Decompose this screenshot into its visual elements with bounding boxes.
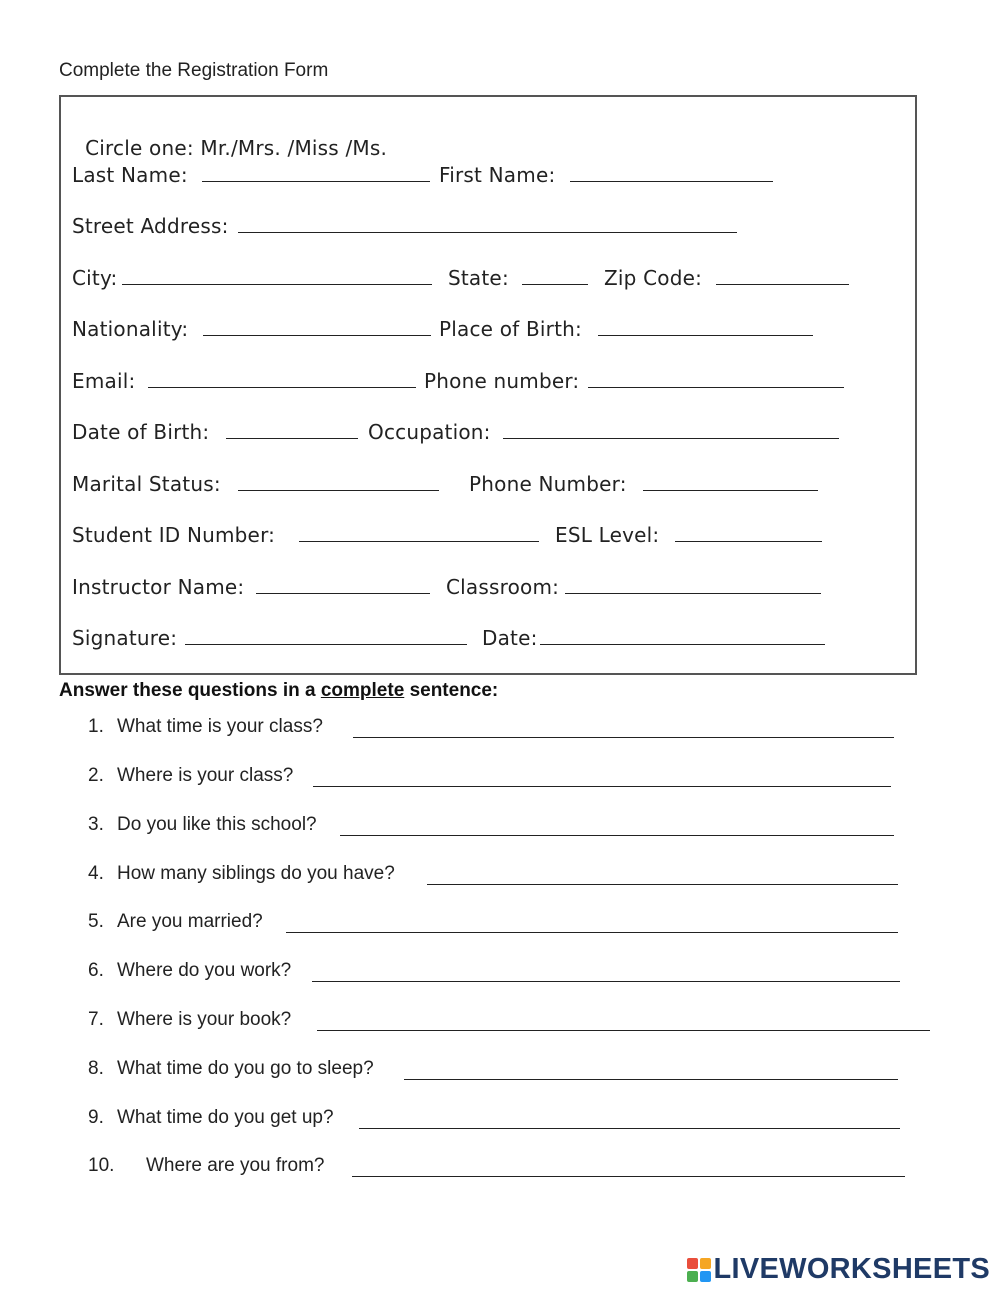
question-text: Where are you from?: [146, 1155, 325, 1176]
logo-mark-icon: [687, 1258, 711, 1282]
answer-field[interactable]: [340, 817, 894, 836]
question-number: 1.: [88, 716, 104, 737]
street-address-field[interactable]: [238, 214, 737, 233]
zip-code-label: Zip Code:: [604, 266, 703, 290]
form-row-city: [72, 266, 892, 292]
date-of-birth-label: Date of Birth:: [72, 420, 210, 444]
answer-field[interactable]: [353, 719, 894, 738]
question-number: 6.: [88, 960, 104, 981]
date-of-birth-field[interactable]: [226, 420, 358, 439]
street-address-label: Street Address:: [72, 214, 229, 238]
form-row-salutation: [72, 112, 387, 160]
answer-field[interactable]: [427, 866, 898, 885]
form-row-address: [72, 214, 892, 240]
question-text: What time do you go to sleep?: [117, 1058, 374, 1079]
occupation-field[interactable]: [503, 420, 839, 439]
place-of-birth-field[interactable]: [598, 317, 813, 336]
question-number: 7.: [88, 1009, 104, 1030]
marital-status-field[interactable]: [238, 472, 439, 491]
phone-number-label: Phone number:: [424, 369, 580, 393]
answer-field[interactable]: [312, 963, 900, 982]
last-name-field[interactable]: [202, 163, 430, 182]
occupation-label: Occupation:: [368, 420, 491, 444]
form-row-student-id: [72, 523, 892, 549]
answer-field[interactable]: [286, 914, 898, 933]
esl-level-field[interactable]: [675, 523, 822, 542]
question-number: 5.: [88, 911, 104, 932]
form-row-signature: [72, 626, 892, 652]
answer-field[interactable]: [359, 1110, 900, 1129]
answer-field[interactable]: [313, 768, 891, 787]
signature-label: Signature:: [72, 626, 178, 650]
first-name-label: First Name:: [439, 163, 556, 187]
question-number: 3.: [88, 814, 104, 835]
classroom-label: Classroom:: [446, 575, 560, 599]
question-text: How many siblings do you have?: [117, 863, 395, 884]
first-name-field[interactable]: [570, 163, 773, 182]
liveworksheets-logo: [687, 1253, 991, 1286]
state-field[interactable]: [522, 266, 588, 285]
date-label: Date:: [482, 626, 538, 650]
logo-text: LIVEWORKSHEETS: [713, 1253, 990, 1285]
date-field[interactable]: [540, 626, 825, 645]
instructor-name-field[interactable]: [256, 575, 430, 594]
question-number: 10.: [88, 1155, 115, 1176]
esl-level-label: ESL Level:: [555, 523, 660, 547]
form-row-instructor: [72, 575, 892, 601]
form-row-dob: [72, 420, 892, 446]
question-text: Are you married?: [117, 911, 263, 932]
logo-square-red: [687, 1258, 698, 1269]
question-text: Do you like this school?: [117, 814, 317, 835]
question-text: Where do you work?: [117, 960, 292, 981]
student-id-field[interactable]: [299, 523, 539, 542]
place-of-birth-label: Place of Birth:: [439, 317, 582, 341]
question-number: 2.: [88, 765, 104, 786]
form-row-nationality: [72, 317, 892, 343]
instructions-prefix: Answer these questions in a: [59, 680, 316, 701]
instructions-underlined: complete: [320, 680, 405, 701]
city-field[interactable]: [122, 266, 432, 285]
zip-code-field[interactable]: [716, 266, 849, 285]
logo-square-blue: [700, 1271, 711, 1282]
answer-field[interactable]: [352, 1158, 905, 1177]
page-title: Complete the Registration Form: [59, 60, 329, 81]
nationality-field[interactable]: [203, 317, 431, 336]
email-field[interactable]: [148, 369, 416, 388]
email-label: Email:: [72, 369, 136, 393]
instructor-name-label: Instructor Name:: [72, 575, 245, 599]
form-row-name: [72, 163, 892, 189]
answer-field[interactable]: [404, 1061, 898, 1080]
question-number: 9.: [88, 1107, 104, 1128]
classroom-field[interactable]: [565, 575, 821, 594]
phone-number-2-label: Phone Number:: [469, 472, 627, 496]
answer-field[interactable]: [317, 1012, 930, 1031]
logo-square-green: [687, 1271, 698, 1282]
form-row-marital: [72, 472, 892, 498]
question-text: What time is your class?: [117, 716, 323, 737]
signature-field[interactable]: [185, 626, 467, 645]
question-text: Where is your class?: [117, 765, 294, 786]
question-number: 4.: [88, 863, 104, 884]
city-label: City:: [72, 266, 118, 290]
question-text: What time do you get up?: [117, 1107, 334, 1128]
state-label: State:: [448, 266, 509, 290]
marital-status-label: Marital Status:: [72, 472, 221, 496]
circle-one-label: Circle one: Mr./Mrs. /Miss /Ms.: [85, 136, 388, 160]
instructions-suffix: sentence:: [409, 680, 499, 701]
form-row-email: [72, 369, 892, 395]
question-text: Where is your book?: [117, 1009, 292, 1030]
phone-number-field[interactable]: [588, 369, 844, 388]
last-name-label: Last Name:: [72, 163, 188, 187]
nationality-label: Nationality:: [72, 317, 189, 341]
logo-square-orange: [700, 1258, 711, 1269]
phone-number-2-field[interactable]: [643, 472, 818, 491]
instructions-heading: [59, 680, 498, 702]
student-id-label: Student ID Number:: [72, 523, 276, 547]
question-number: 8.: [88, 1058, 104, 1079]
